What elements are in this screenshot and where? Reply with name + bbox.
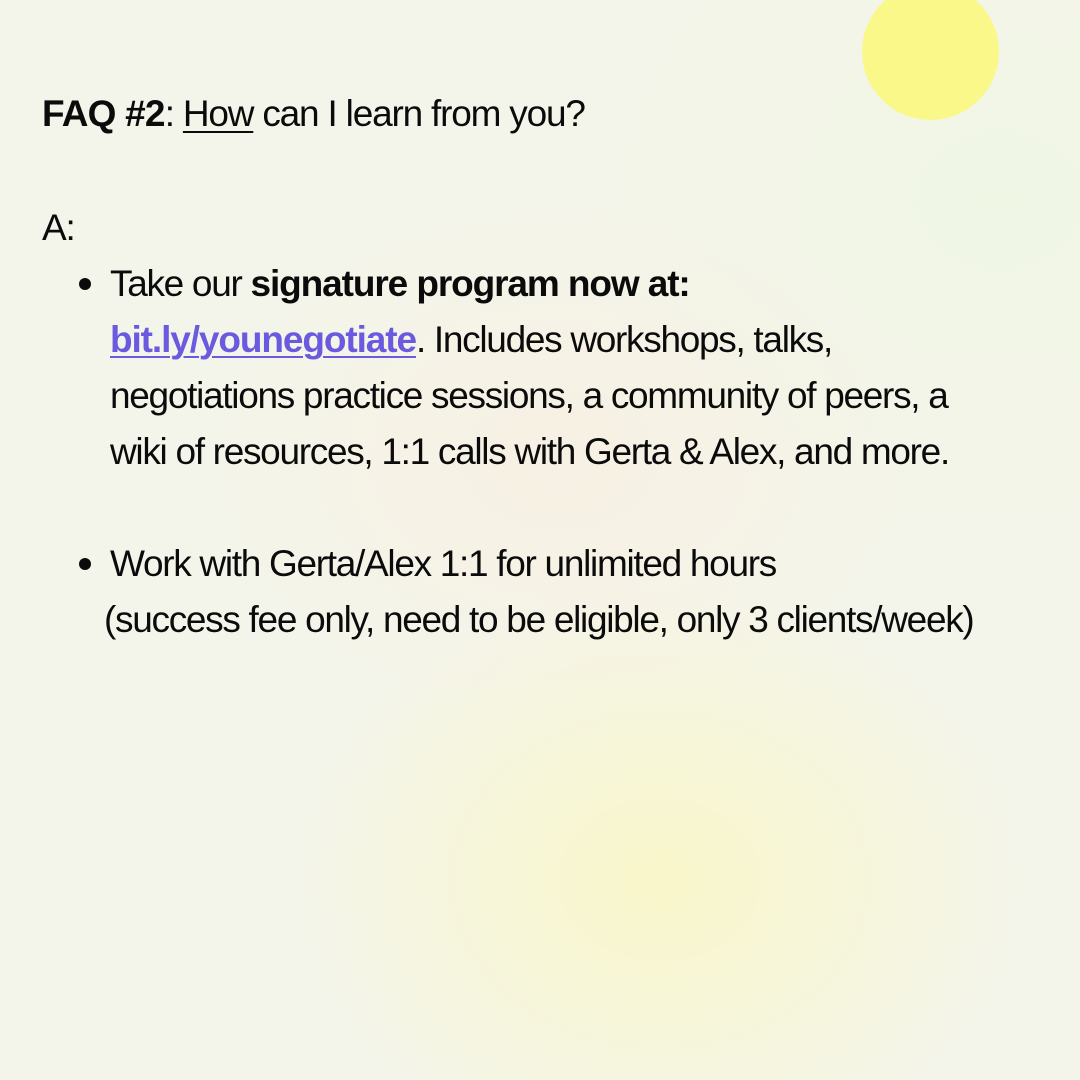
bullet-intro: Take our — [110, 263, 251, 304]
bullet-line: negotiations practice sessions, a community of peers, a — [110, 375, 948, 416]
answer-label: A: — [42, 207, 75, 248]
faq-separator: : — [164, 93, 183, 134]
faq-question-how: How — [182, 93, 254, 134]
bullet-line — [110, 256, 949, 312]
bullet-line: wiki of resources, 1:1 calls with Gerta & Alex, and more. — [110, 431, 949, 472]
signature-program-heading: signature program now at: — [250, 263, 690, 304]
bullet-line: Work with Gerta/Alex 1:1 for unlimited hours — [110, 543, 776, 584]
decorative-yellow-circle — [862, 0, 999, 120]
bullet-text — [110, 256, 949, 480]
bullet-text — [104, 536, 974, 648]
bullet-line: (success fee only, need to be eligible, only 3 clients/week) — [104, 599, 974, 640]
bullet-dot — [79, 278, 91, 290]
bullet-line — [110, 312, 949, 368]
bullet-dot — [79, 558, 91, 570]
signature-program-link[interactable]: bit.ly/younegotiate — [110, 319, 416, 360]
bullet-after-link: . Includes workshops, talks, — [415, 319, 832, 360]
faq-question-rest: can I learn from you? — [253, 93, 585, 134]
faq-question — [42, 90, 585, 138]
faq-number-label: FAQ #2 — [42, 93, 165, 134]
